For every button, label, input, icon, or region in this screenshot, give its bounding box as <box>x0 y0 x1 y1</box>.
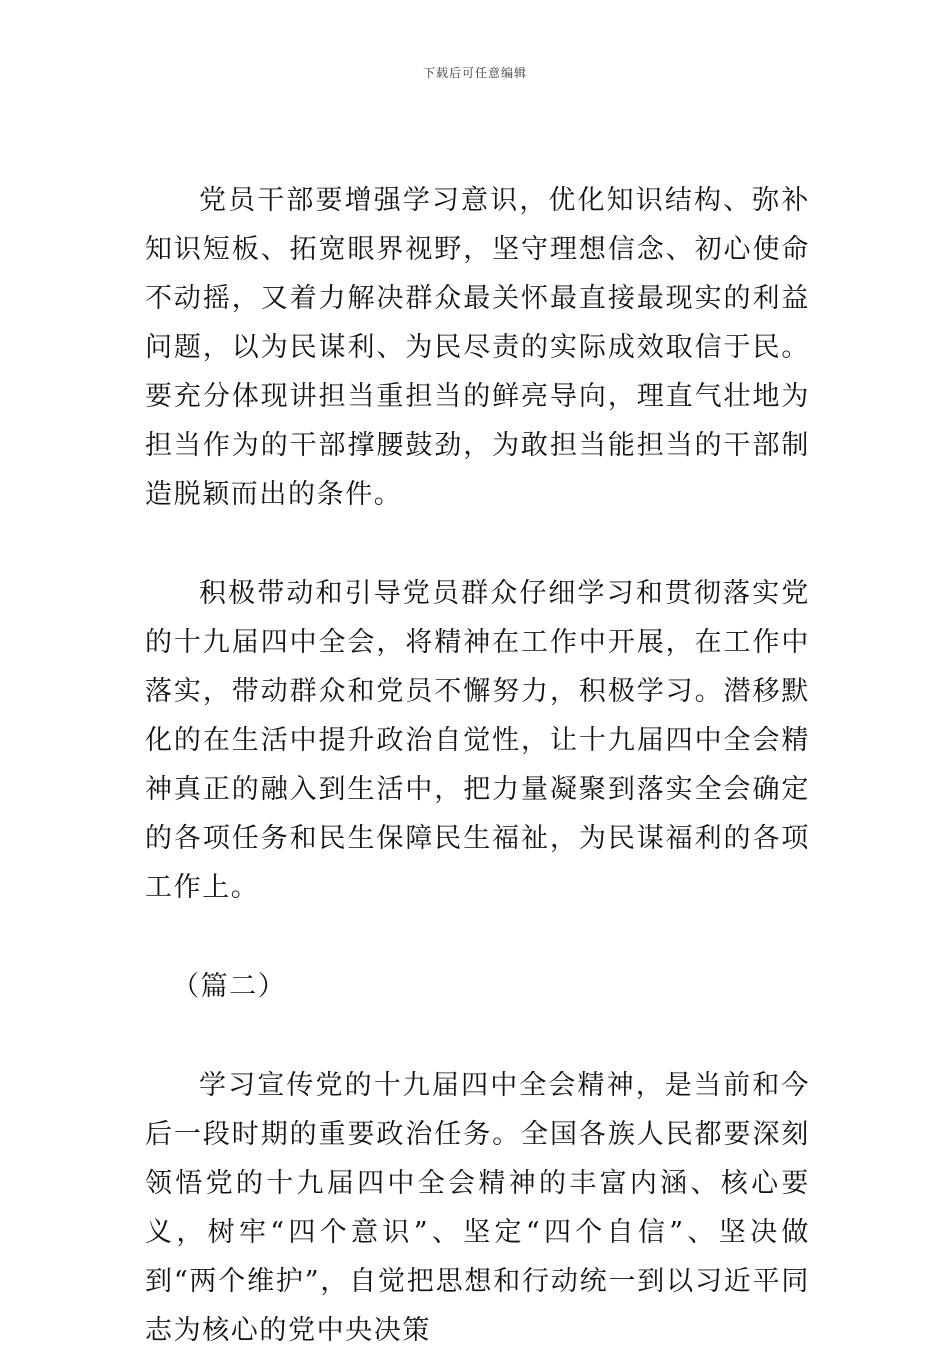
body-paragraph: 党员干部要增强学习意识，优化知识结构、弥补知识短板、拓宽眼界视野，坚守理想信念、初心使命不动摇，又着力解决群众最关怀最直接最现实的利益问题，以为民谋利、为民尽责的实际成效取信于民。要充分体现讲担当重担当的鲜亮导向，理直气壮地为担当作为的干部撑腰鼓劲，为敢担当能担当的干部制造脱颖而出的条件。 <box>145 185 810 510</box>
document-body <box>145 176 810 1355</box>
section-heading: （篇二） <box>172 971 287 1002</box>
page-header-note: 下载后可任意编辑 <box>422 66 527 80</box>
body-paragraph: 学习宣传党的十九届四中全会精神，是当前和今后一段时期的重要政治任务。全国各族人民都要深刻领悟党的十九届四中全会精神的丰富内涵、核心要义，树牢“四个意识”、坚定“四个自信”、坚决做到“两个维护”，自觉把思想和行动统一到以习近平同志为核心的党中央决策 <box>145 1070 810 1346</box>
body-paragraph: 积极带动和引导党员群众仔细学习和贯彻落实党的十九届四中全会，将精神在工作中开展，在工作中落实，带动群众和党员不懈努力，积极学习。潜移默化的在生活中提升政治自觉性，让十九届四中全会精神真正的融入到生活中，把力量凝聚到落实全会确定的各项任务和民生保障民生福祉，为民谋福利的各项工作上。 <box>145 578 810 903</box>
